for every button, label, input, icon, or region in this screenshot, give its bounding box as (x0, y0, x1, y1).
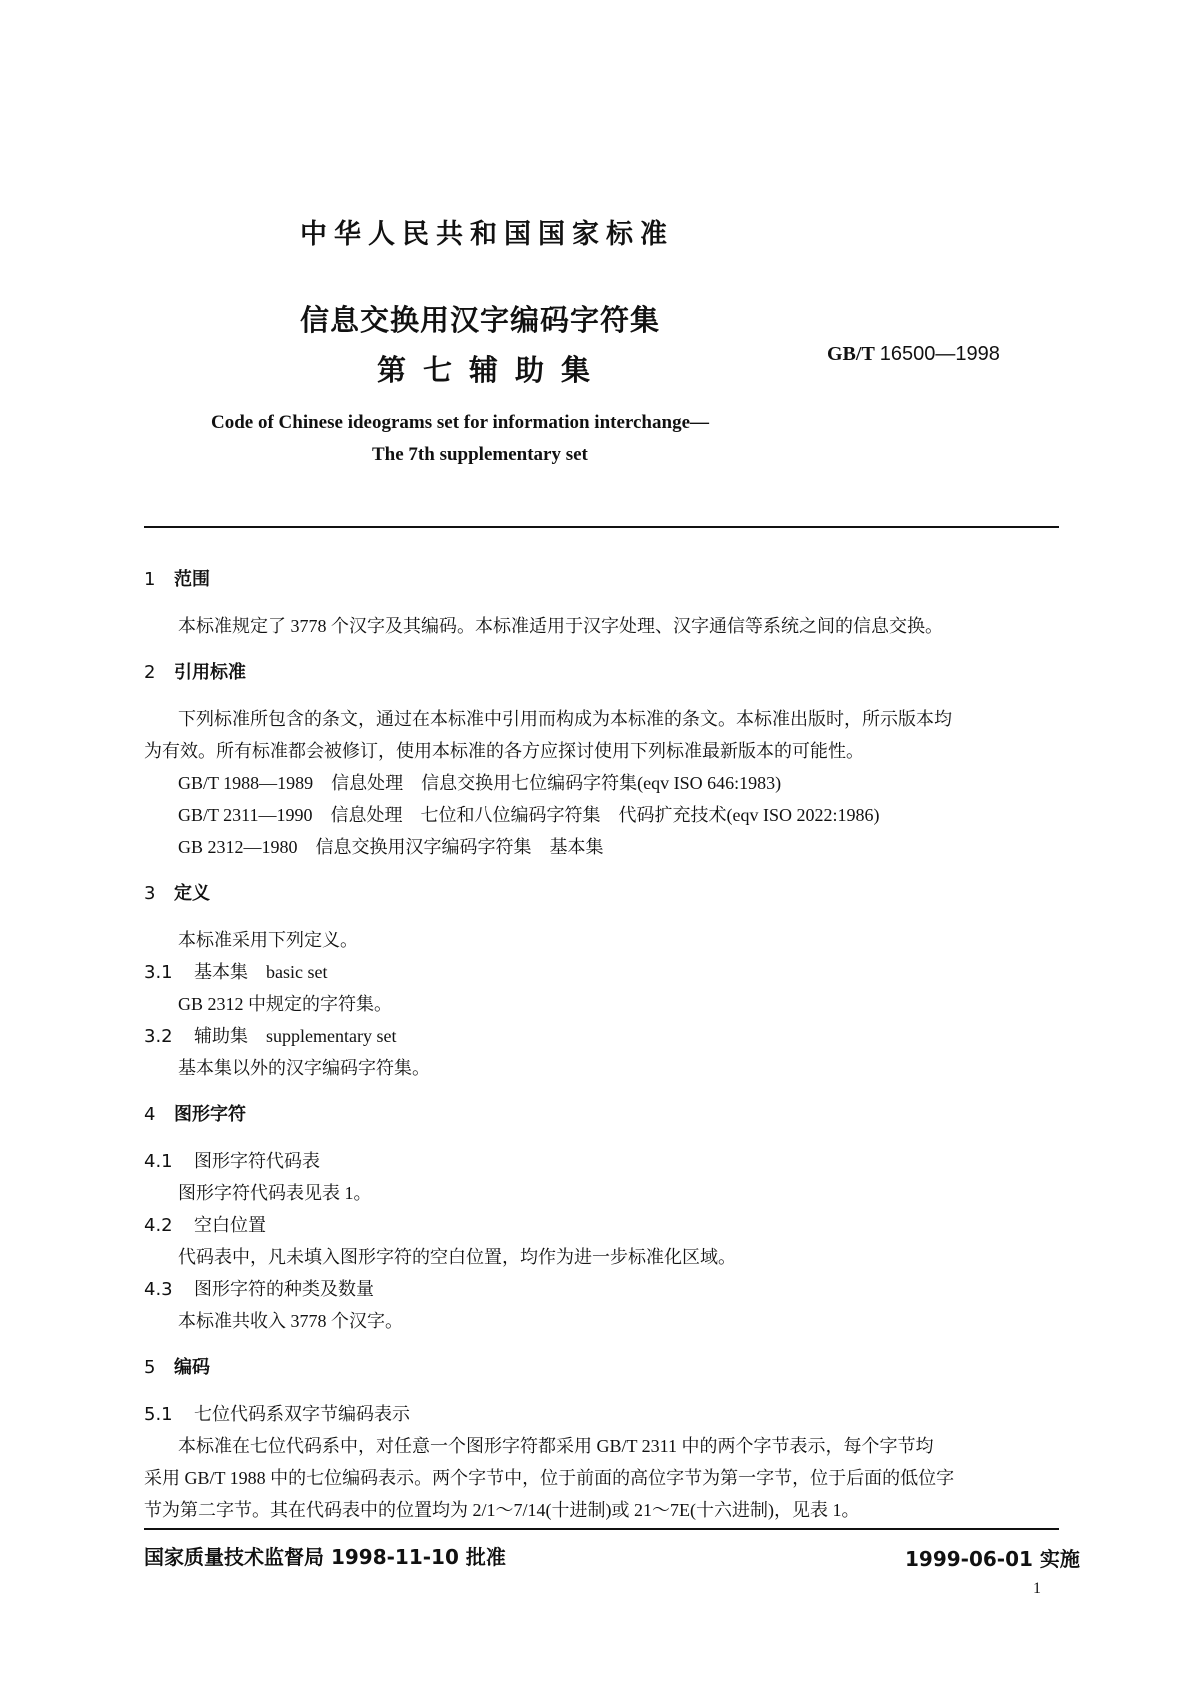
section-title: 范围 (174, 569, 210, 590)
subsection-4-3-text: 本标准共收入 3778 个汉字。 (178, 1311, 403, 1331)
section-title: 图形字符 (174, 1104, 246, 1125)
section-2-heading (144, 658, 246, 684)
footer-divider (144, 1528, 1059, 1530)
subsection-number: 3.2 (144, 1026, 173, 1047)
section-title: 定义 (174, 883, 210, 904)
subsection-title: 图形字符代码表 (194, 1151, 320, 1171)
standard-code: 16500—1998 (879, 343, 1000, 365)
title-english-line2: The 7th supplementary set (372, 444, 588, 465)
subsection-title: 七位代码系双字节编码表示 (194, 1404, 410, 1424)
title-chinese-line1: 信息交换用汉字编码字符集 (300, 303, 661, 337)
reference-gbt-2311: GB/T 2311—1990 信息处理 七位和八位编码字符集 代码扩充技术(eqv ISO 2022:1986) (178, 805, 880, 825)
section-number: 2 (144, 662, 156, 683)
reference-gb-2312: GB 2312—1980 信息交换用汉字编码字符集 基本集 (178, 837, 604, 857)
section-2-paragraph-line1: 下列标准所包含的条文，通过在本标准中引用而构成为本标准的条文。本标准出版时，所示版本均 (178, 709, 952, 729)
subsection-5-1-line1: 本标准在七位代码系中，对任意一个图形字符都采用 GB/T 2311 中的两个字节表示，每个字节均 (178, 1436, 934, 1456)
subsection-number: 4.3 (144, 1279, 173, 1300)
standard-prefix: GB/T (827, 343, 875, 365)
subsection-title: 辅助集 supplementary set (194, 1026, 397, 1046)
section-3-intro: 本标准采用下列定义。 (178, 930, 358, 950)
page-number: 1 (1033, 1580, 1041, 1597)
title-english-line1: Code of Chinese ideograms set for information interchange— (211, 412, 709, 433)
section-number: 3 (144, 883, 156, 904)
subsection-number: 5.1 (144, 1404, 173, 1425)
standard-number (827, 343, 1000, 366)
subsection-5-1-line3: 节为第二字节。其在代码表中的位置均为 2/1～7/14(十进制)或 21～7E(十六进制)，见表 1。 (144, 1500, 860, 1520)
subsection-4-2-heading (144, 1211, 266, 1237)
definition-3-1-heading (144, 958, 327, 984)
section-5-heading (144, 1353, 210, 1379)
definition-3-2-text: 基本集以外的汉字编码字符集。 (178, 1058, 430, 1078)
subsection-number: 4.2 (144, 1215, 173, 1236)
header-divider (144, 526, 1059, 528)
section-2-paragraph-line2: 为有效。所有标准都会被修订，使用本标准的各方应探讨使用下列标准最新版本的可能性。 (144, 741, 864, 761)
definition-3-1-text: GB 2312 中规定的字符集。 (178, 994, 393, 1014)
section-3-heading (144, 879, 210, 905)
subsection-5-1-line2: 采用 GB/T 1988 中的七位编码表示。两个字节中，位于前面的高位字节为第一字节，位于后面的低位字 (144, 1468, 955, 1488)
subsection-title: 基本集 basic set (194, 962, 328, 982)
section-number: 4 (144, 1104, 156, 1125)
subsection-title: 空白位置 (194, 1215, 266, 1235)
subsection-4-1-heading (144, 1147, 320, 1173)
national-standard-heading: 中华人民共和国国家标准 (300, 219, 674, 250)
implementation-date: 1999-06-01 实施 (905, 1547, 1080, 1571)
subsection-4-1-text: 图形字符代码表见表 1。 (178, 1183, 372, 1203)
approval-date: 国家质量技术监督局 1998-11-10 批准 (144, 1545, 506, 1569)
subsection-4-3-heading (144, 1275, 374, 1301)
title-chinese-line2: 第七辅助集 (377, 353, 608, 387)
section-number: 5 (144, 1357, 156, 1378)
section-1-heading (144, 565, 210, 591)
section-title: 编码 (174, 1357, 210, 1378)
subsection-number: 3.1 (144, 962, 173, 983)
subsection-4-2-text: 代码表中，凡未填入图形字符的空白位置，均作为进一步标准化区域。 (178, 1247, 736, 1267)
subsection-title: 图形字符的种类及数量 (194, 1279, 374, 1299)
section-4-heading (144, 1100, 246, 1126)
section-number: 1 (144, 569, 156, 590)
subsection-number: 4.1 (144, 1151, 173, 1172)
definition-3-2-heading (144, 1022, 396, 1048)
subsection-5-1-heading (144, 1400, 410, 1426)
section-1-paragraph: 本标准规定了 3778 个汉字及其编码。本标准适用于汉字处理、汉字通信等系统之间的信息交换。 (178, 616, 943, 636)
reference-gbt-1988: GB/T 1988—1989 信息处理 信息交换用七位编码字符集(eqv ISO 646:1983) (178, 773, 782, 793)
section-title: 引用标准 (174, 662, 246, 683)
